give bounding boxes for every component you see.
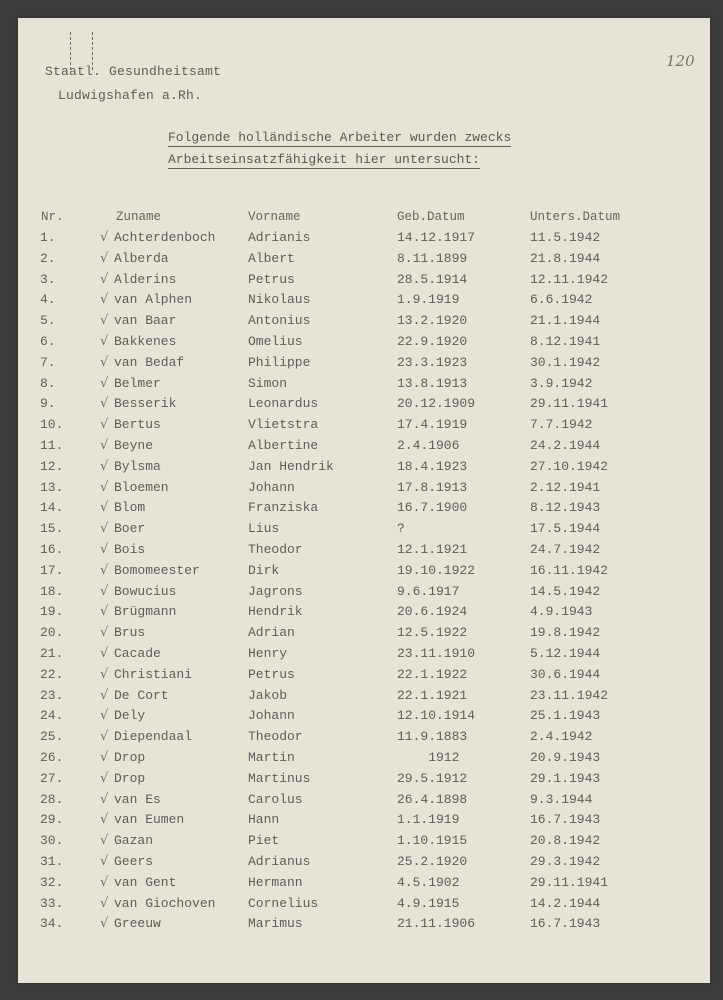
table-row <box>18 521 710 541</box>
check-mark-icon: √ <box>100 854 109 869</box>
table-row <box>18 771 710 791</box>
check-mark-icon: √ <box>100 874 109 890</box>
row-number: 11. <box>40 438 64 453</box>
check-mark-icon: √ <box>100 895 109 911</box>
birth-date-cell: 1912 <box>397 750 460 765</box>
table-row <box>18 584 710 604</box>
row-number: 27. <box>40 770 64 786</box>
surname-cell: Bylsma <box>114 458 161 474</box>
exam-date-cell: 17.5.1944 <box>530 521 601 537</box>
check-mark-icon: √ <box>100 687 109 703</box>
exam-date-cell: 12.11.1942 <box>530 271 609 287</box>
firstname-cell: Simon <box>248 375 288 391</box>
exam-date-cell: 2.4.1942 <box>530 729 593 745</box>
birth-date-cell: ? <box>397 521 405 537</box>
surname-cell: van Bedaf <box>114 354 185 370</box>
birth-date-cell: 12.10.1914 <box>397 708 476 724</box>
row-number: 15. <box>40 521 64 537</box>
check-mark-icon: √ <box>100 729 109 745</box>
birth-date-cell: 9.6.1917 <box>397 583 460 599</box>
row-number: 4. <box>40 292 56 308</box>
check-mark-icon: √ <box>100 334 109 349</box>
table-row <box>18 313 710 333</box>
firstname-cell: Johann <box>248 479 295 495</box>
table-row <box>18 272 710 292</box>
table-row <box>18 875 710 895</box>
check-mark-icon: √ <box>100 812 109 828</box>
surname-cell: Drop <box>114 770 146 786</box>
exam-date-cell: 8.12.1941 <box>530 334 601 349</box>
firstname-cell: Albertine <box>248 438 319 453</box>
check-mark-icon: √ <box>100 604 109 620</box>
table-row <box>18 667 710 687</box>
firstname-cell: Adrian <box>248 625 295 641</box>
folio-number: 120 <box>666 52 695 70</box>
office-location: Ludwigshafen a.Rh. <box>58 88 203 103</box>
exam-date-cell: 29.1.1943 <box>530 770 601 786</box>
surname-cell: Beyne <box>114 438 154 453</box>
table-row <box>18 417 710 437</box>
table-row <box>18 833 710 853</box>
table-row <box>18 376 710 396</box>
row-number: 20. <box>40 625 64 641</box>
exam-date-cell: 23.11.1942 <box>530 687 609 703</box>
check-mark-icon: √ <box>100 230 109 245</box>
exam-date-cell: 4.9.1943 <box>530 604 593 620</box>
firstname-cell: Hendrik <box>248 604 303 620</box>
exam-date-cell: 16.7.1943 <box>530 812 601 828</box>
row-number: 10. <box>40 417 64 433</box>
check-mark-icon: √ <box>100 396 109 412</box>
document-page <box>18 18 710 983</box>
birth-date-cell: 8.11.1899 <box>397 250 468 266</box>
row-number: 12. <box>40 458 64 474</box>
check-mark-icon: √ <box>100 646 109 661</box>
surname-cell: Besserik <box>114 396 177 412</box>
exam-date-cell: 20.9.1943 <box>530 750 601 765</box>
row-number: 29. <box>40 812 64 828</box>
row-number: 18. <box>40 583 64 599</box>
exam-date-cell: 29.11.1941 <box>530 874 609 890</box>
row-number: 13. <box>40 479 64 495</box>
table-row <box>18 688 710 708</box>
birth-date-cell: 12.1.1921 <box>397 542 468 557</box>
table-row <box>18 646 710 666</box>
exam-date-cell: 24.7.1942 <box>530 542 601 557</box>
row-number: 23. <box>40 687 64 703</box>
birth-date-cell: 1.9.1919 <box>397 292 460 308</box>
surname-cell: Belmer <box>114 375 161 391</box>
exam-date-cell: 14.5.1942 <box>530 583 601 599</box>
row-number: 3. <box>40 271 56 287</box>
surname-cell: Geers <box>114 854 154 869</box>
check-mark-icon: √ <box>100 417 109 433</box>
table-row <box>18 916 710 936</box>
row-number: 24. <box>40 708 64 724</box>
table-row <box>18 542 710 562</box>
table-row <box>18 729 710 749</box>
check-mark-icon: √ <box>100 500 109 516</box>
firstname-cell: Piet <box>248 833 280 849</box>
row-number: 30. <box>40 833 64 849</box>
table-row <box>18 230 710 250</box>
surname-cell: Brügmann <box>114 604 177 620</box>
firstname-cell: Carolus <box>248 791 303 807</box>
birth-date-cell: 17.8.1913 <box>397 479 468 495</box>
row-number: 21. <box>40 646 64 661</box>
check-mark-icon: √ <box>100 292 109 308</box>
row-number: 5. <box>40 313 56 329</box>
firstname-cell: Theodor <box>248 729 303 745</box>
row-number: 34. <box>40 916 64 932</box>
birth-date-cell: 22.1.1921 <box>397 687 468 703</box>
surname-cell: De Cort <box>114 687 169 703</box>
column-header-firstname: Vorname <box>248 210 301 224</box>
table-row <box>18 792 710 812</box>
firstname-cell: Jagrons <box>248 583 303 599</box>
check-mark-icon: √ <box>100 625 109 641</box>
exam-date-cell: 20.8.1942 <box>530 833 601 849</box>
column-header-surname: Zuname <box>116 210 162 224</box>
firstname-cell: Leonardus <box>248 396 319 412</box>
surname-cell: van Baar <box>114 313 177 329</box>
surname-cell: Gazan <box>114 833 154 849</box>
firstname-cell: Marimus <box>248 916 303 932</box>
surname-cell: van Alphen <box>114 292 193 308</box>
birth-date-cell: 23.3.1923 <box>397 354 468 370</box>
row-number: 19. <box>40 604 64 620</box>
firstname-cell: Franziska <box>248 500 319 516</box>
check-mark-icon: √ <box>100 583 109 599</box>
birth-date-cell: 16.7.1900 <box>397 500 468 516</box>
exam-date-cell: 9.3.1944 <box>530 791 593 807</box>
surname-cell: Alderins <box>114 271 177 287</box>
check-mark-icon: √ <box>100 458 109 474</box>
birth-date-cell: 29.5.1912 <box>397 770 468 786</box>
exam-date-cell: 7.7.1942 <box>530 417 593 433</box>
check-mark-icon: √ <box>100 354 109 370</box>
exam-date-cell: 21.8.1944 <box>530 250 601 266</box>
firstname-cell: Martinus <box>248 770 311 786</box>
firstname-cell: Adrianus <box>248 854 311 869</box>
birth-date-cell: 25.2.1920 <box>397 854 468 869</box>
row-number: 14. <box>40 500 64 516</box>
table-row <box>18 854 710 874</box>
table-row <box>18 251 710 271</box>
table-row <box>18 708 710 728</box>
table-row <box>18 500 710 520</box>
exam-date-cell: 8.12.1943 <box>530 500 601 516</box>
surname-cell: Dely <box>114 708 146 724</box>
surname-cell: Bloemen <box>114 479 169 495</box>
surname-cell: Christiani <box>114 666 193 682</box>
office-name: Staatl. Gesundheitsamt <box>45 64 222 79</box>
birth-date-cell: 20.12.1909 <box>397 396 476 412</box>
row-number: 9. <box>40 396 56 412</box>
exam-date-cell: 3.9.1942 <box>530 375 593 391</box>
surname-cell: van Gent <box>114 874 177 890</box>
check-mark-icon: √ <box>100 521 109 537</box>
surname-cell: Drop <box>114 750 146 765</box>
birth-date-cell: 12.5.1922 <box>397 625 468 641</box>
check-mark-icon: √ <box>100 375 109 391</box>
surname-cell: Bakkenes <box>114 334 177 349</box>
firstname-cell: Dirk <box>248 562 280 578</box>
check-mark-icon: √ <box>100 562 109 578</box>
row-number: 1. <box>40 230 56 245</box>
exam-date-cell: 2.12.1941 <box>530 479 601 495</box>
birth-date-cell: 1.10.1915 <box>397 833 468 849</box>
birth-date-cell: 13.8.1913 <box>397 375 468 391</box>
firstname-cell: Albert <box>248 250 295 266</box>
exam-date-cell: 25.1.1943 <box>530 708 601 724</box>
birth-date-cell: 21.11.1906 <box>397 916 476 932</box>
table-row <box>18 480 710 500</box>
check-mark-icon: √ <box>100 438 109 453</box>
title-line-1: Folgende holländische Arbeiter wurden zwecks <box>168 130 512 145</box>
exam-date-cell: 30.1.1942 <box>530 354 601 370</box>
title-line-2: Arbeitseinsatzfähigkeit hier untersucht: <box>168 152 481 167</box>
table-row <box>18 625 710 645</box>
check-mark-icon: √ <box>100 750 109 765</box>
check-mark-icon: √ <box>100 770 109 786</box>
firstname-cell: Jan Hendrik <box>248 458 334 474</box>
exam-date-cell: 5.12.1944 <box>530 646 601 661</box>
surname-cell: Boer <box>114 521 146 537</box>
birth-date-cell: 18.4.1923 <box>397 458 468 474</box>
row-number: 2. <box>40 250 56 266</box>
firstname-cell: Petrus <box>248 271 295 287</box>
firstname-cell: Antonius <box>248 313 311 329</box>
exam-date-cell: 29.3.1942 <box>530 854 601 869</box>
table-row <box>18 812 710 832</box>
row-number: 31. <box>40 854 64 869</box>
column-header-exam-date: Unters.Datum <box>530 210 621 224</box>
firstname-cell: Jakob <box>248 687 288 703</box>
birth-date-cell: 26.4.1898 <box>397 791 468 807</box>
table-row <box>18 563 710 583</box>
exam-date-cell: 11.5.1942 <box>530 230 601 245</box>
table-row <box>18 334 710 354</box>
exam-date-cell: 21.1.1944 <box>530 313 601 329</box>
check-mark-icon: √ <box>100 916 109 932</box>
surname-cell: Alberda <box>114 250 169 266</box>
birth-date-cell: 28.5.1914 <box>397 271 468 287</box>
surname-cell: Brus <box>114 625 146 641</box>
check-mark-icon: √ <box>100 833 109 849</box>
table-row <box>18 292 710 312</box>
check-mark-icon: √ <box>100 542 109 557</box>
firstname-cell: Hann <box>248 812 280 828</box>
birth-date-cell: 4.9.1915 <box>397 895 460 911</box>
exam-date-cell: 16.11.1942 <box>530 562 609 578</box>
exam-date-cell: 30.6.1944 <box>530 666 601 682</box>
firstname-cell: Hermann <box>248 874 303 890</box>
birth-date-cell: 22.1.1922 <box>397 666 468 682</box>
firstname-cell: Martin <box>248 750 295 765</box>
birth-date-cell: 13.2.1920 <box>397 313 468 329</box>
check-mark-icon: √ <box>100 479 109 495</box>
firstname-cell: Lius <box>248 521 280 537</box>
firstname-cell: Omelius <box>248 334 303 349</box>
row-number: 17. <box>40 562 64 578</box>
table-row <box>18 396 710 416</box>
birth-date-cell: 11.9.1883 <box>397 729 468 745</box>
firstname-cell: Cornelius <box>248 895 319 911</box>
birth-date-cell: 2.4.1906 <box>397 438 460 453</box>
birth-date-cell: 17.4.1919 <box>397 417 468 433</box>
row-number: 16. <box>40 542 64 557</box>
check-mark-icon: √ <box>100 791 109 807</box>
firstname-cell: Henry <box>248 646 288 661</box>
exam-date-cell: 27.10.1942 <box>530 458 609 474</box>
column-header-birth-date: Geb.Datum <box>397 210 465 224</box>
firstname-cell: Johann <box>248 708 295 724</box>
surname-cell: Bowucius <box>114 583 177 599</box>
birth-date-cell: 19.10.1922 <box>397 562 476 578</box>
check-mark-icon: √ <box>100 250 109 266</box>
row-number: 32. <box>40 874 64 890</box>
check-mark-icon: √ <box>100 313 109 329</box>
birth-date-cell: 4.5.1902 <box>397 874 460 890</box>
check-mark-icon: √ <box>100 708 109 724</box>
row-number: 33. <box>40 895 64 911</box>
table-row <box>18 750 710 770</box>
exam-date-cell: 19.8.1942 <box>530 625 601 641</box>
surname-cell: Bois <box>114 542 146 557</box>
surname-cell: van Giochoven <box>114 895 216 911</box>
birth-date-cell: 20.6.1924 <box>397 604 468 620</box>
firstname-cell: Philippe <box>248 354 311 370</box>
surname-cell: van Es <box>114 791 161 807</box>
birth-date-cell: 1.1.1919 <box>397 812 460 828</box>
check-mark-icon: √ <box>100 271 109 287</box>
firstname-cell: Theodor <box>248 542 303 557</box>
birth-date-cell: 22.9.1920 <box>397 334 468 349</box>
surname-cell: Diependaal <box>114 729 193 745</box>
exam-date-cell: 24.2.1944 <box>530 438 601 453</box>
exam-date-cell: 6.6.1942 <box>530 292 593 308</box>
table-row <box>18 438 710 458</box>
surname-cell: van Eumen <box>114 812 185 828</box>
firstname-cell: Vlietstra <box>248 417 319 433</box>
column-header-nr: Nr. <box>41 210 64 224</box>
row-number: 8. <box>40 375 56 391</box>
birth-date-cell: 23.11.1910 <box>397 646 476 661</box>
row-number: 25. <box>40 729 64 745</box>
row-number: 26. <box>40 750 64 765</box>
table-row <box>18 459 710 479</box>
firstname-cell: Petrus <box>248 666 295 682</box>
exam-date-cell: 16.7.1943 <box>530 916 601 932</box>
table-row <box>18 355 710 375</box>
table-row <box>18 604 710 624</box>
surname-cell: Bomomeester <box>114 562 200 578</box>
surname-cell: Cacade <box>114 646 161 661</box>
firstname-cell: Nikolaus <box>248 292 311 308</box>
row-number: 6. <box>40 334 56 349</box>
firstname-cell: Adrianis <box>248 230 311 245</box>
row-number: 22. <box>40 666 64 682</box>
row-number: 7. <box>40 354 56 370</box>
birth-date-cell: 14.12.1917 <box>397 230 476 245</box>
surname-cell: Bertus <box>114 417 161 433</box>
row-number: 28. <box>40 791 64 807</box>
table-row <box>18 896 710 916</box>
surname-cell: Achterdenboch <box>114 230 216 245</box>
surname-cell: Blom <box>114 500 146 516</box>
surname-cell: Greeuw <box>114 916 161 932</box>
check-mark-icon: √ <box>100 666 109 682</box>
exam-date-cell: 14.2.1944 <box>530 895 601 911</box>
exam-date-cell: 29.11.1941 <box>530 396 609 412</box>
